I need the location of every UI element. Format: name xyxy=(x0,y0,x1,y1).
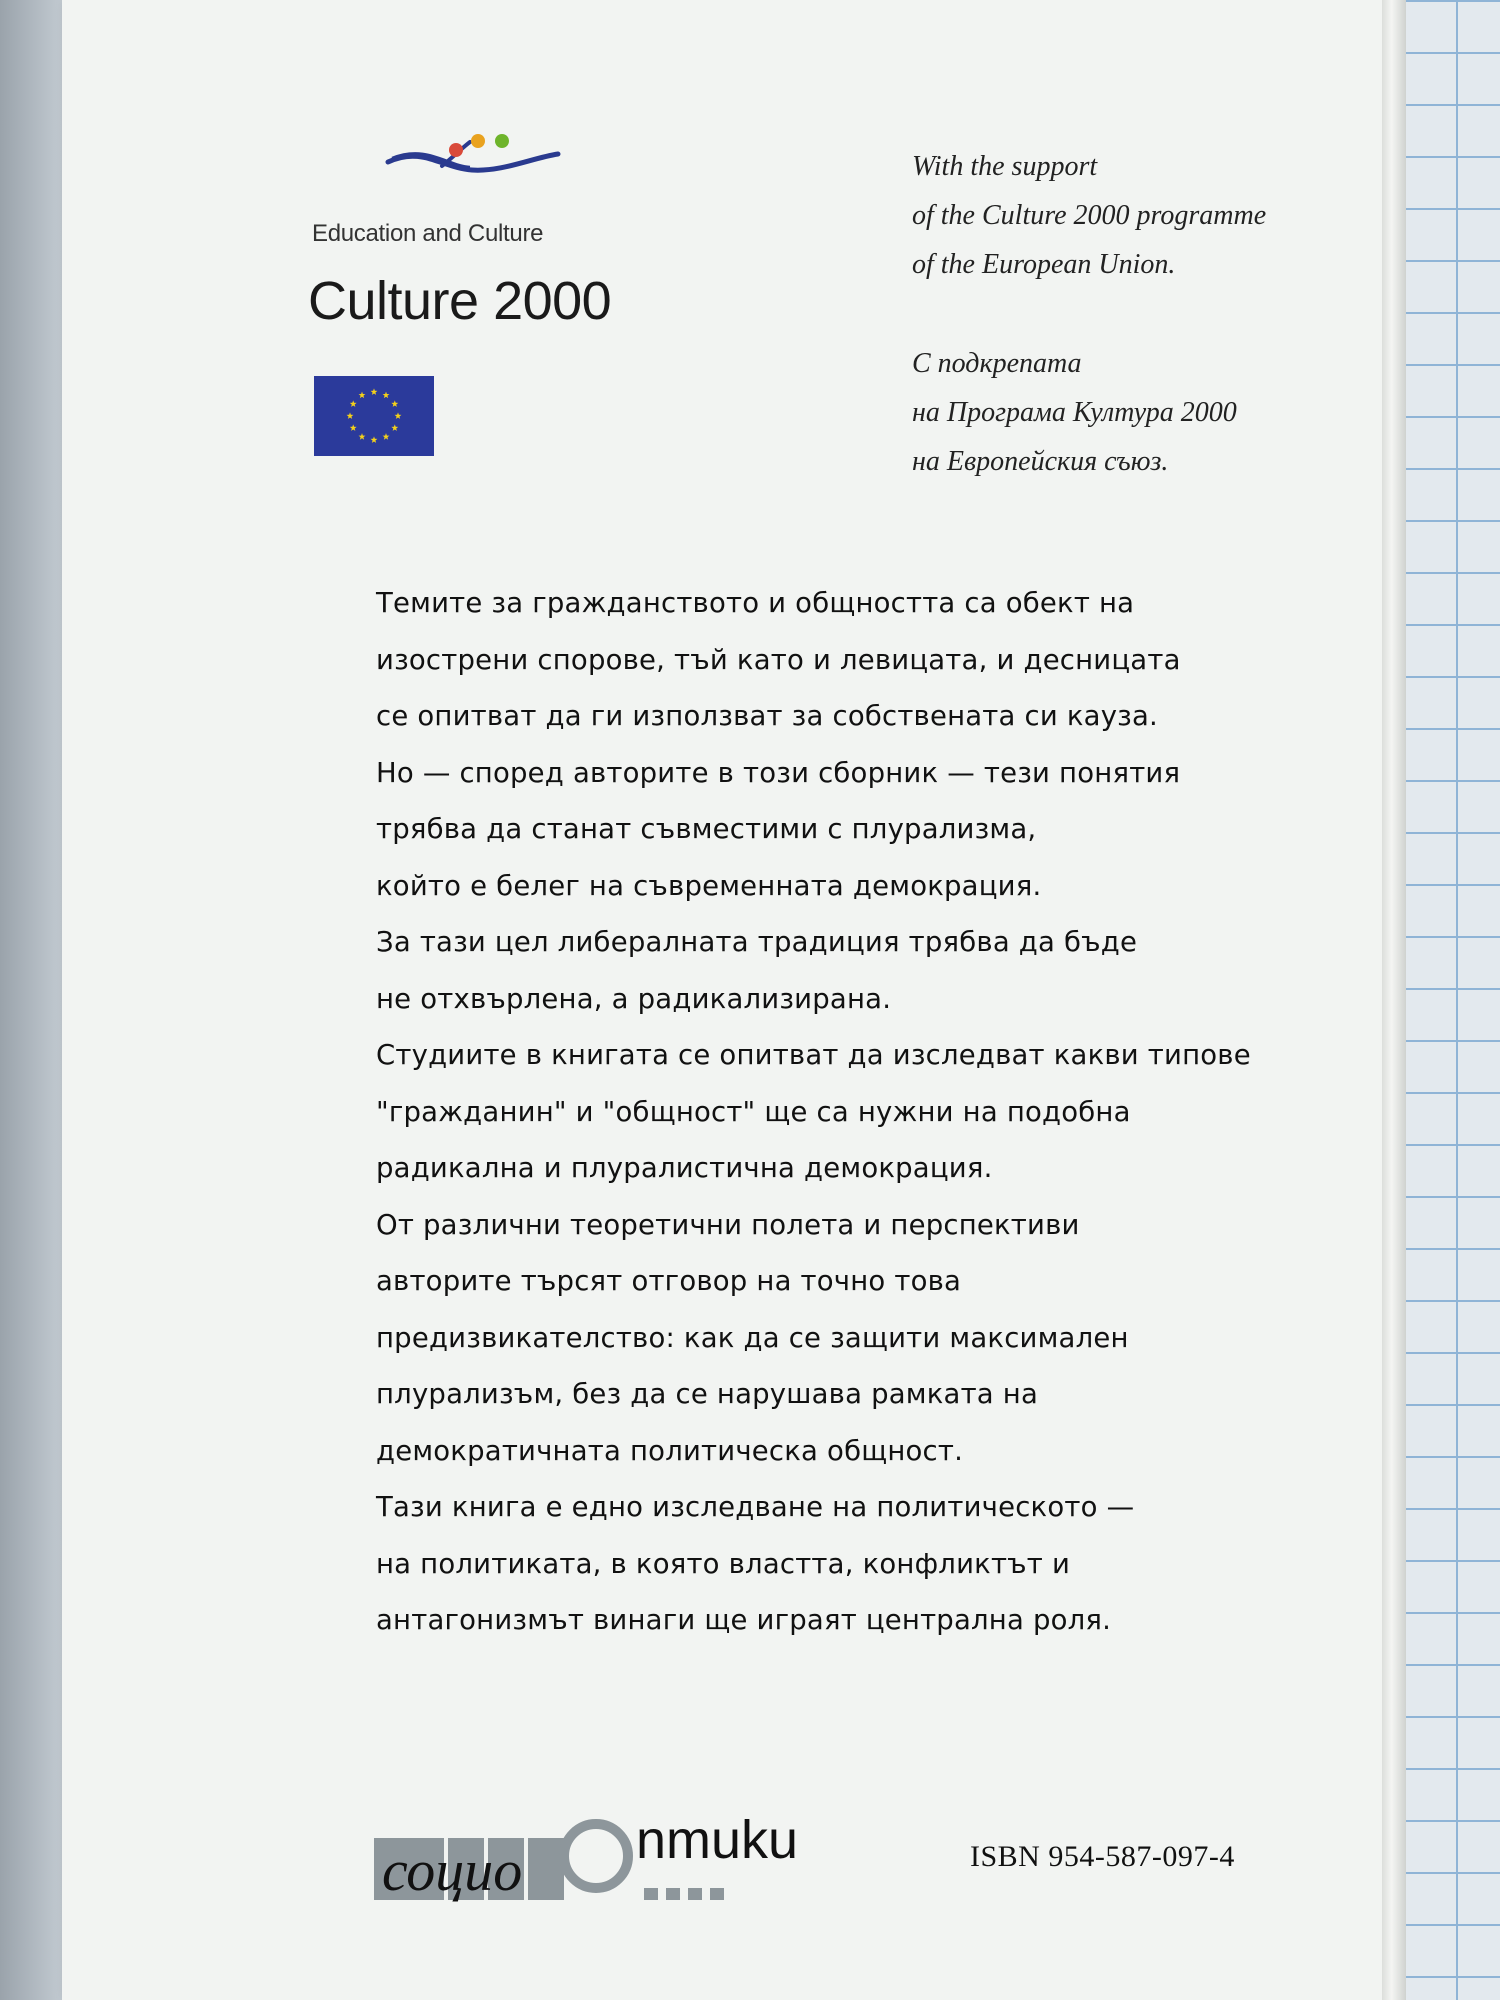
blurb-line: Но — според авторите в този сборник — тези понятия xyxy=(376,756,1181,789)
book-back-cover xyxy=(62,0,1382,2000)
blurb-line: авторите търсят отговор на точно това xyxy=(376,1265,962,1297)
support-line-en-3: of the European Union. xyxy=(912,249,1176,280)
blurb-line: радикална и плуралистична демокрация. xyxy=(376,1152,993,1184)
blurb-line: Студиите в книгата се опитват да изследват какви типове xyxy=(376,1039,1251,1071)
publisher-logo xyxy=(374,1800,894,1910)
blurb-line: плурализъм, без да се нарушава рамката на xyxy=(376,1378,1039,1410)
blurb-line: изострени спорове, тъй като и левицата, и десницата xyxy=(376,643,1181,676)
blurb-line: който е белег на съвременната демокрация. xyxy=(376,869,1042,902)
education-and-culture-label: Education and Culture xyxy=(312,220,544,247)
blurb-line: предизвикателство: как да се защити максимален xyxy=(376,1321,1129,1354)
blurb-line: се опитват да ги използват за собствената си кауза. xyxy=(376,700,1158,732)
background-strip xyxy=(0,0,62,2000)
blurb-line: Темите за гражданството и общността са обект на xyxy=(376,587,1135,619)
publisher-name-right: nmuku xyxy=(636,1810,799,1870)
blurb-line: От различни теоретични полета и перспективи xyxy=(376,1208,1080,1241)
education-culture-logo-icon xyxy=(382,128,562,198)
eu-flag-icon xyxy=(314,376,434,456)
support-line-en-2: of the Culture 2000 programme xyxy=(912,200,1267,231)
blurb-line: трябва да станат съвместими с плурализма, xyxy=(376,813,1037,845)
blurb-line: "гражданин" и "общност" ще са нужни на подобна xyxy=(376,1095,1131,1128)
support-line-en-1: With the support xyxy=(912,151,1098,182)
blurb-text xyxy=(376,575,1366,1649)
support-statement xyxy=(912,142,1392,486)
blurb-line: За тази цел либералната традиция трябва да бъде xyxy=(376,926,1138,958)
publisher-name-left: социо xyxy=(382,1838,523,1903)
programme-title: Culture 2000 xyxy=(308,271,612,331)
blurb-line: демократичната политическа общност. xyxy=(376,1434,964,1467)
blurb-line: не отхвърлена, а радикализирана. xyxy=(376,982,892,1015)
blurb-line: антагонизмът винаги ще играят централна роля. xyxy=(376,1604,1112,1636)
isbn-number: ISBN 954-587-097-4 xyxy=(970,1840,1235,1873)
support-line-bg-1: С подкрепата xyxy=(912,348,1082,379)
support-line-bg-2: на Програма Култура 2000 xyxy=(912,397,1237,428)
blurb-line: Тази книга е едно изследване на политическото — xyxy=(376,1491,1135,1523)
support-line-bg-3: на Европейския съюз. xyxy=(912,446,1169,477)
blurb-line: на политиката, в която властта, конфликтът и xyxy=(376,1547,1071,1580)
